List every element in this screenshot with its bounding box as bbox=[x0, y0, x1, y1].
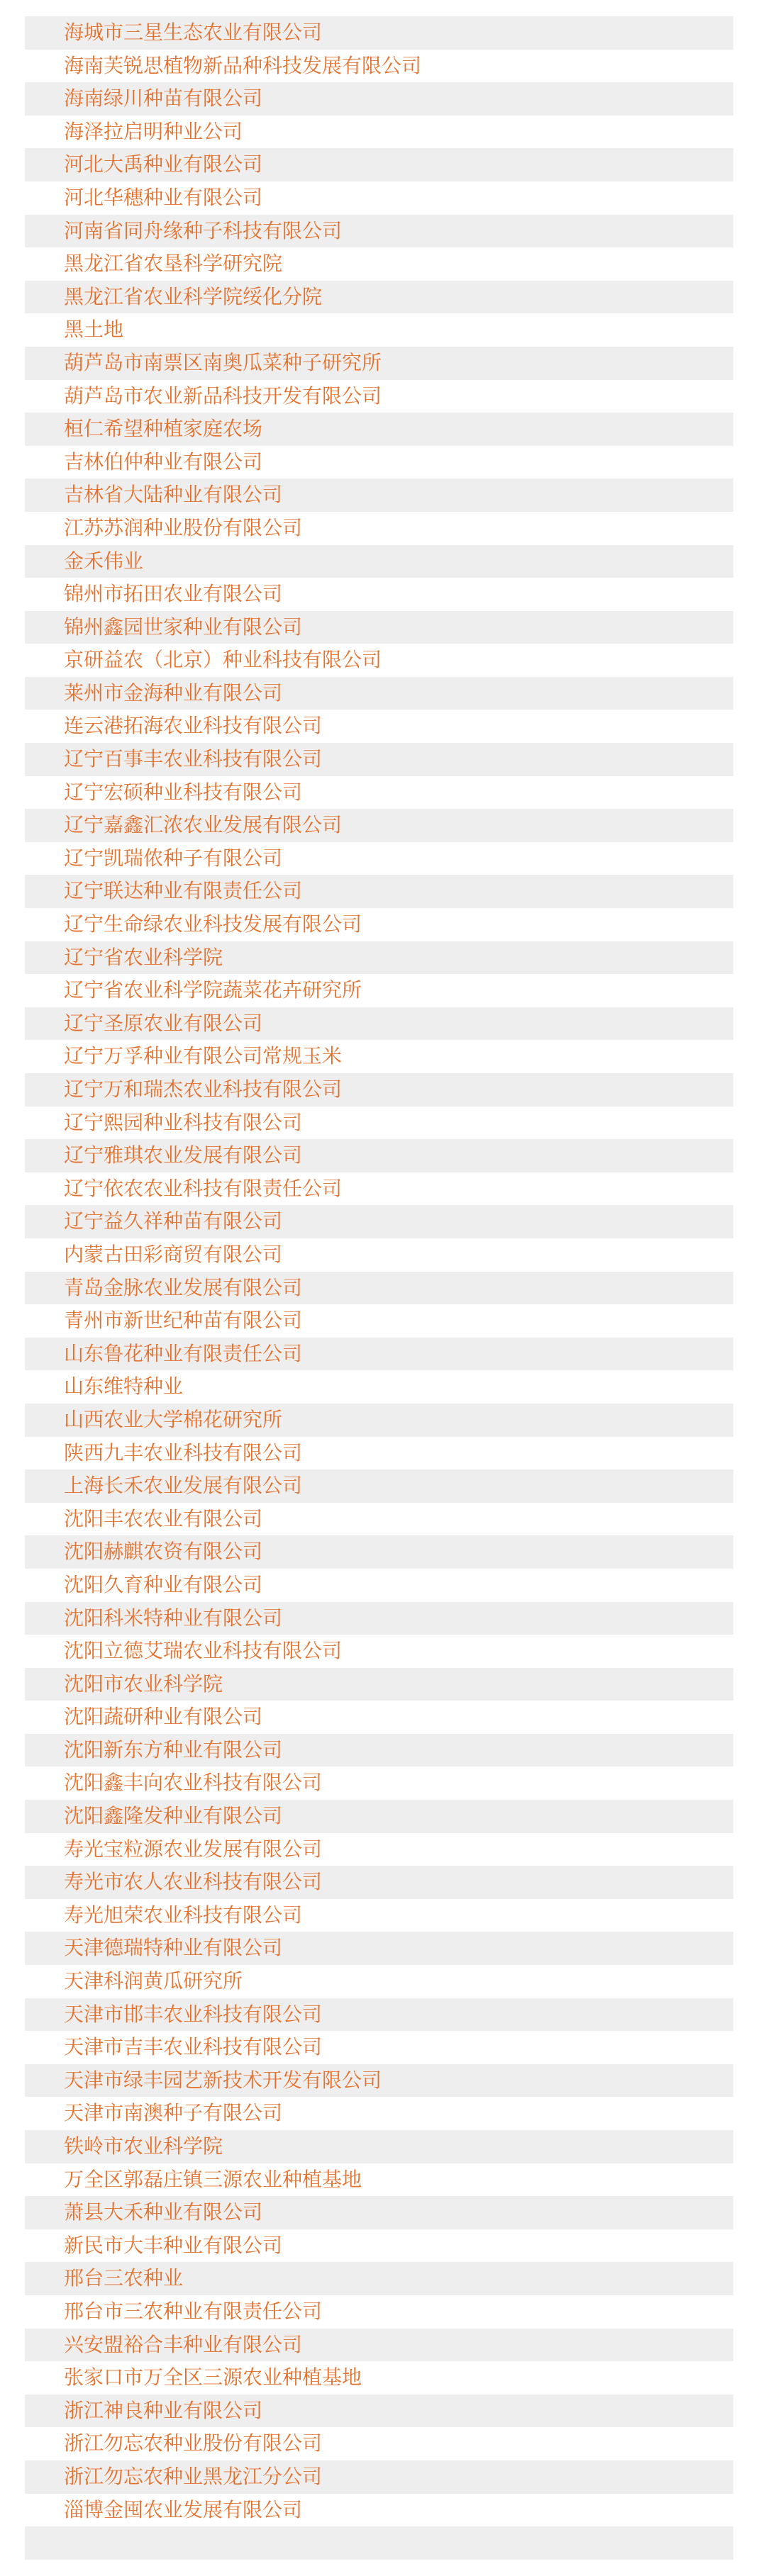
company-name-link[interactable]: 张家口市万全区三源农业种植基地 bbox=[64, 2365, 362, 2390]
company-name-link[interactable]: 沈阳赫麒农资有限公司 bbox=[64, 1540, 263, 1564]
list-item bbox=[25, 1800, 733, 1833]
company-name-link[interactable]: 寿光市农人农业科技有限公司 bbox=[64, 1870, 323, 1894]
company-name-link[interactable]: 沈阳立德艾瑞农业科技有限公司 bbox=[64, 1639, 343, 1663]
list-item bbox=[25, 1635, 733, 1668]
list-item bbox=[25, 512, 733, 545]
company-name-link[interactable]: 金禾伟业 bbox=[64, 549, 144, 573]
list-item bbox=[25, 1701, 733, 1734]
list-item bbox=[25, 2329, 733, 2362]
company-name-link[interactable]: 萧县大禾种业有限公司 bbox=[64, 2200, 263, 2224]
company-name-link[interactable]: 寿光宝粒源农业发展有限公司 bbox=[64, 1837, 323, 1861]
list-item bbox=[25, 1899, 733, 1932]
list-item bbox=[25, 1238, 733, 1272]
company-name-link[interactable]: 锦州鑫园世家种业有限公司 bbox=[64, 615, 303, 639]
company-name-link[interactable]: 山东维特种业 bbox=[64, 1374, 184, 1399]
company-name-link[interactable]: 浙江勿忘农种业黑龙江分公司 bbox=[64, 2464, 323, 2488]
list-item bbox=[25, 1965, 733, 1998]
company-name-link[interactable]: 沈阳新东方种业有限公司 bbox=[64, 1737, 283, 1762]
list-item bbox=[25, 2295, 733, 2329]
list-item bbox=[25, 941, 733, 975]
company-name-link[interactable]: 沈阳科米特种业有限公司 bbox=[64, 1606, 283, 1630]
list-item bbox=[25, 644, 733, 677]
list-item bbox=[25, 1932, 733, 1965]
company-name-link[interactable]: 桓仁希望种植家庭农场 bbox=[64, 417, 263, 441]
list-item bbox=[25, 611, 733, 644]
list-item bbox=[25, 281, 733, 314]
list-item bbox=[25, 1370, 733, 1404]
company-name-link[interactable]: 山东鲁花种业有限责任公司 bbox=[64, 1341, 303, 1365]
list-item bbox=[25, 1404, 733, 1437]
company-name-link[interactable]: 辽宁雅琪农业发展有限公司 bbox=[64, 1143, 303, 1167]
company-name-link[interactable]: 辽宁益久祥种苗有限公司 bbox=[64, 1209, 283, 1233]
list-item bbox=[25, 148, 733, 181]
list-item bbox=[25, 1602, 733, 1635]
list-item bbox=[25, 1107, 733, 1140]
list-item bbox=[25, 1437, 733, 1470]
list-item bbox=[25, 2097, 733, 2130]
list-item bbox=[25, 16, 733, 50]
list-item bbox=[25, 50, 733, 83]
list-item bbox=[25, 1073, 733, 1107]
company-name-link[interactable]: 内蒙古田彩商贸有限公司 bbox=[64, 1242, 283, 1266]
company-name-link[interactable]: 河北华穗种业有限公司 bbox=[64, 185, 263, 209]
list-item bbox=[25, 842, 733, 875]
list-item bbox=[25, 2427, 733, 2460]
list-item bbox=[25, 545, 733, 578]
list-item bbox=[25, 776, 733, 810]
company-name-link[interactable]: 天津科润黄瓜研究所 bbox=[64, 1969, 243, 1993]
list-item bbox=[25, 875, 733, 908]
company-name-link[interactable]: 邢台市三农种业有限责任公司 bbox=[64, 2299, 323, 2323]
company-name-link[interactable]: 辽宁生命绿农业科技发展有限公司 bbox=[64, 912, 362, 936]
list-item bbox=[25, 2163, 733, 2197]
list-item bbox=[25, 1172, 733, 1206]
company-name-link[interactable]: 辽宁省农业科学院 bbox=[64, 945, 223, 969]
list-item bbox=[25, 1569, 733, 1602]
company-name-link[interactable]: 沈阳市农业科学院 bbox=[64, 1671, 223, 1696]
list-item bbox=[25, 1304, 733, 1338]
company-name-link[interactable]: 辽宁宏硕种业科技有限公司 bbox=[64, 780, 303, 804]
company-name-link[interactable]: 天津市绿丰园艺新技术开发有限公司 bbox=[64, 2068, 382, 2092]
company-name-link[interactable]: 辽宁依农农业科技有限责任公司 bbox=[64, 1176, 343, 1200]
list-item bbox=[25, 347, 733, 380]
company-name-link[interactable]: 青州市新世纪种苗有限公司 bbox=[64, 1309, 303, 1333]
company-name-link[interactable]: 陕西九丰农业科技有限公司 bbox=[64, 1440, 303, 1465]
list-item bbox=[25, 1766, 733, 1800]
company-name-link[interactable]: 沈阳丰农农业有限公司 bbox=[64, 1506, 263, 1530]
company-name-link[interactable]: 万全区郭磊庄镇三源农业种植基地 bbox=[64, 2167, 362, 2191]
list-item bbox=[25, 116, 733, 149]
company-name-link[interactable]: 辽宁百事丰农业科技有限公司 bbox=[64, 747, 323, 771]
list-item bbox=[25, 446, 733, 479]
company-name-link[interactable]: 黑龙江省农垦科学研究院 bbox=[64, 252, 283, 276]
company-name-link[interactable]: 连云港拓海农业科技有限公司 bbox=[64, 714, 323, 738]
company-list bbox=[25, 16, 733, 2560]
list-item bbox=[25, 1469, 733, 1503]
list-item bbox=[25, 2494, 733, 2527]
list-item bbox=[25, 908, 733, 941]
list-item bbox=[25, 215, 733, 248]
list-item bbox=[25, 1734, 733, 1767]
list-item bbox=[25, 1272, 733, 1305]
company-name-link[interactable]: 山西农业大学棉花研究所 bbox=[64, 1407, 283, 1431]
company-name-link[interactable]: 上海长禾农业发展有限公司 bbox=[64, 1474, 303, 1498]
company-name-link[interactable]: 京研益农（北京）种业科技有限公司 bbox=[64, 648, 382, 672]
company-name-link[interactable]: 河北大禹种业有限公司 bbox=[64, 152, 263, 177]
company-name-link[interactable]: 吉林省大陆种业有限公司 bbox=[64, 483, 283, 507]
company-name-link[interactable]: 海泽拉启明种业公司 bbox=[64, 119, 243, 143]
company-name-link[interactable]: 辽宁圣原农业有限公司 bbox=[64, 1011, 263, 1035]
list-item bbox=[25, 2064, 733, 2098]
list-item bbox=[25, 1866, 733, 1899]
company-name-link[interactable]: 天津市南澳种子有限公司 bbox=[64, 2101, 283, 2125]
list-item bbox=[25, 2196, 733, 2229]
company-name-link[interactable]: 天津德瑞特种业有限公司 bbox=[64, 1936, 283, 1960]
company-name-link[interactable]: 辽宁万和瑞杰农业科技有限公司 bbox=[64, 1077, 343, 1101]
list-item bbox=[25, 578, 733, 611]
company-name-link[interactable]: 邢台三农种业 bbox=[64, 2266, 184, 2290]
company-name-link[interactable]: 沈阳鑫丰向农业科技有限公司 bbox=[64, 1771, 323, 1795]
company-name-link[interactable]: 沈阳蔬研种业有限公司 bbox=[64, 1705, 263, 1729]
company-name-link[interactable]: 锦州市拓田农业有限公司 bbox=[64, 582, 283, 606]
company-name-link[interactable]: 浙江神良种业有限公司 bbox=[64, 2398, 263, 2422]
list-item bbox=[25, 2229, 733, 2263]
list-item bbox=[25, 974, 733, 1007]
list-item bbox=[25, 1338, 733, 1371]
list-item bbox=[25, 2526, 733, 2560]
company-name-link[interactable]: 海南芙锐思植物新品种科技发展有限公司 bbox=[64, 53, 422, 77]
list-item bbox=[25, 1205, 733, 1238]
company-name-link[interactable]: 兴安盟裕合丰种业有限公司 bbox=[64, 2332, 303, 2356]
list-item bbox=[25, 380, 733, 413]
list-item bbox=[25, 1998, 733, 2032]
list-item bbox=[25, 2130, 733, 2163]
list-item bbox=[25, 413, 733, 446]
list-item bbox=[25, 1007, 733, 1041]
list-item bbox=[25, 181, 733, 215]
company-name-link[interactable]: 沈阳久育种业有限公司 bbox=[64, 1572, 263, 1596]
list-item bbox=[25, 478, 733, 512]
company-name-link[interactable]: 铁岭市农业科学院 bbox=[64, 2134, 223, 2158]
list-item bbox=[25, 247, 733, 281]
company-name-link[interactable]: 辽宁万孚种业有限公司常规玉米 bbox=[64, 1044, 343, 1068]
list-item bbox=[25, 677, 733, 710]
list-item bbox=[25, 1139, 733, 1172]
company-name-link[interactable]: 天津市邯丰农业科技有限公司 bbox=[64, 2002, 323, 2026]
company-name-link[interactable]: 天津市吉丰农业科技有限公司 bbox=[64, 2035, 323, 2059]
company-name-link[interactable]: 辽宁省农业科学院蔬菜花卉研究所 bbox=[64, 978, 362, 1002]
company-name-link[interactable]: 青岛金脉农业发展有限公司 bbox=[64, 1275, 303, 1299]
company-name-link[interactable]: 新民市大丰种业有限公司 bbox=[64, 2233, 283, 2257]
list-item bbox=[25, 2031, 733, 2064]
list-item bbox=[25, 2361, 733, 2395]
list-item bbox=[25, 1535, 733, 1569]
company-name-link[interactable]: 辽宁联达种业有限责任公司 bbox=[64, 879, 303, 903]
list-item bbox=[25, 1833, 733, 1866]
company-name-link[interactable]: 辽宁熙园种业科技有限公司 bbox=[64, 1110, 303, 1134]
list-item bbox=[25, 743, 733, 776]
company-name-link[interactable]: 莱州市金海种业有限公司 bbox=[64, 681, 283, 705]
company-name-link[interactable]: 葫芦岛市南票区南奥瓜菜种子研究所 bbox=[64, 350, 382, 374]
company-name-link[interactable]: 辽宁嘉鑫汇浓农业发展有限公司 bbox=[64, 813, 343, 837]
list-item bbox=[25, 1040, 733, 1073]
company-name-link[interactable]: 海南绿川种苗有限公司 bbox=[64, 86, 263, 111]
company-name-link[interactable]: 黑龙江省农业科学院绥化分院 bbox=[64, 284, 323, 308]
company-name-link[interactable]: 葫芦岛市农业新品科技开发有限公司 bbox=[64, 383, 382, 408]
list-item bbox=[25, 710, 733, 743]
list-item bbox=[25, 809, 733, 842]
list-item bbox=[25, 2262, 733, 2295]
company-name-link[interactable]: 沈阳鑫隆发种业有限公司 bbox=[64, 1804, 283, 1828]
company-name-link[interactable]: 淄博金囤农业发展有限公司 bbox=[64, 2497, 303, 2521]
company-name-link[interactable]: 寿光旭荣农业科技有限公司 bbox=[64, 1903, 303, 1927]
list-item bbox=[25, 1668, 733, 1701]
company-name-link[interactable]: 吉林伯仲种业有限公司 bbox=[64, 449, 263, 474]
company-name-link[interactable]: 辽宁凯瑞侬种子有限公司 bbox=[64, 846, 283, 870]
company-name-link[interactable]: 江苏苏润种业股份有限公司 bbox=[64, 515, 303, 539]
list-item bbox=[25, 1503, 733, 1536]
list-item bbox=[25, 82, 733, 116]
company-name-link[interactable]: 浙江勿忘农种业股份有限公司 bbox=[64, 2431, 323, 2455]
company-name-link[interactable]: 黑土地 bbox=[64, 318, 124, 342]
company-name-link[interactable]: 海城市三星生态农业有限公司 bbox=[64, 21, 323, 44]
list-item bbox=[25, 313, 733, 347]
list-item bbox=[25, 2395, 733, 2428]
list-item bbox=[25, 2460, 733, 2494]
company-name-link[interactable]: 河南省同舟缘种子科技有限公司 bbox=[64, 218, 343, 242]
